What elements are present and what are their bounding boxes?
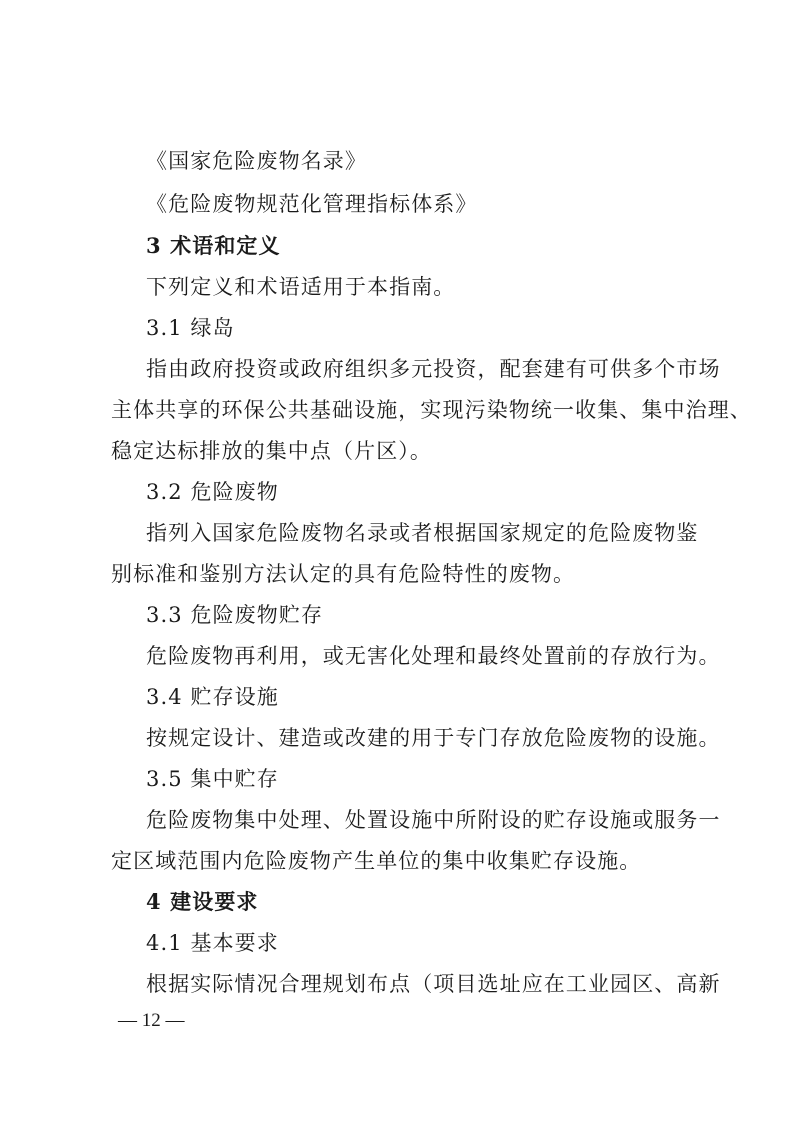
paragraph-line: 下列定义和术语适用于本指南。 — [146, 275, 456, 299]
paragraph-line: 别标准和鉴别方法认定的具有危险特性的废物。 — [111, 562, 576, 586]
paragraph-line: 危险废物再利用，或无害化处理和最终处置前的存放行为。 — [146, 644, 721, 668]
paragraph-line: 危险废物集中处理、处置设施中所附设的贮存设施或服务一 — [146, 808, 721, 832]
section-heading-3: 3 术语和定义 — [146, 233, 281, 258]
paragraph-line: 稳定达标排放的集中点（片区）。 — [111, 439, 432, 463]
reference-line-2: 《危险废物规范化管理指标体系》 — [146, 192, 478, 216]
paragraph-line: 按规定设计、建造或改建的用于专门存放危险废物的设施。 — [146, 726, 721, 750]
subsection-heading-3-2: 3.2 危险废物 — [146, 480, 279, 504]
paragraph-line: 指由政府投资或政府组织多元投资，配套建有可供多个市场 — [146, 357, 721, 381]
subsection-heading-4-1: 4.1 基本要求 — [146, 931, 279, 955]
subsection-heading-3-5: 3.5 集中贮存 — [146, 767, 279, 791]
page-number: — 12 — — [118, 1010, 185, 1031]
paragraph-line: 定区域范围内危险废物产生单位的集中收集贮存设施。 — [111, 849, 642, 873]
reference-line-1: 《国家危险废物名录》 — [146, 149, 367, 173]
paragraph-line: 主体共享的环保公共基础设施，实现污染物统一收集、集中治理、 — [111, 398, 752, 422]
subsection-heading-3-1: 3.1 绿岛 — [146, 316, 235, 340]
subsection-heading-3-4: 3.4 贮存设施 — [146, 685, 279, 709]
paragraph-line: 根据实际情况合理规划布点（项目选址应在工业园区、高新 — [146, 972, 721, 996]
section-heading-4: 4 建设要求 — [146, 889, 259, 914]
paragraph-line: 指列入国家危险废物名录或者根据国家规定的危险废物鉴 — [146, 521, 699, 545]
subsection-heading-3-3: 3.3 危险废物贮存 — [146, 603, 324, 627]
